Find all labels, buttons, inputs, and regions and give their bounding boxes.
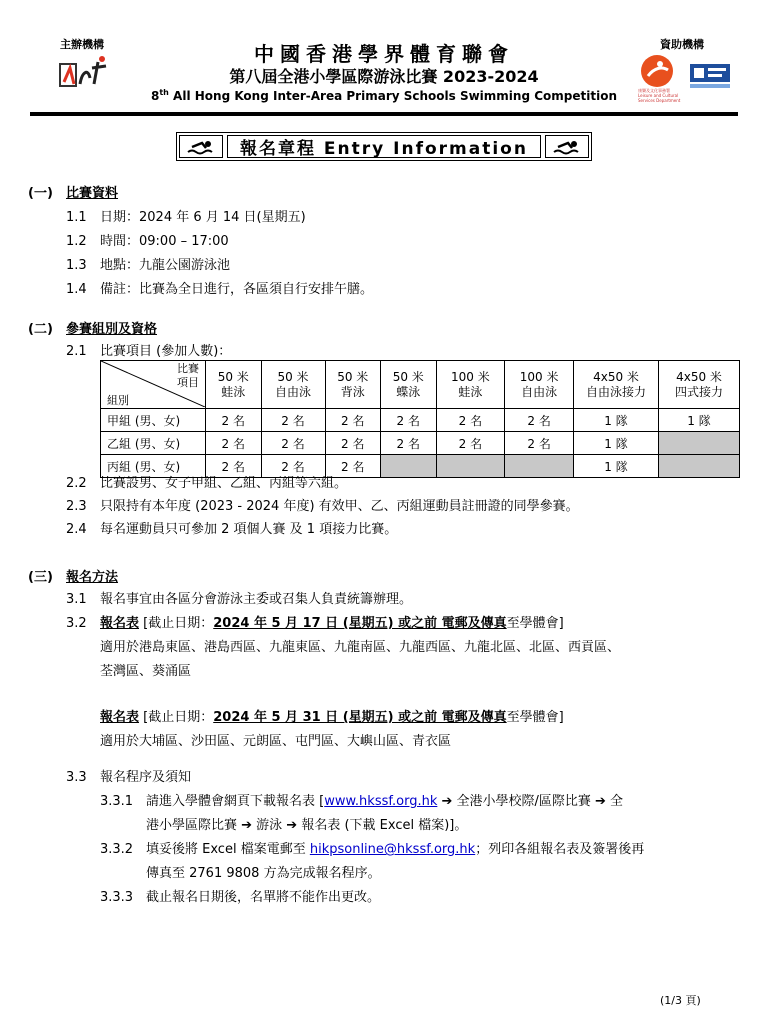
organizer-label: 主辦機構 xyxy=(60,38,104,51)
section3-num: (三) xyxy=(28,570,53,585)
table-cell-empty xyxy=(505,455,574,478)
table-cell: 2 名 xyxy=(261,432,325,455)
row-group: 甲組 (男、女) xyxy=(101,409,206,432)
col-header: 4x50 米 自由泳接力 xyxy=(574,361,659,409)
item-3-3-num: 3.3 xyxy=(66,770,87,785)
item-3-3-2-line2: 傳真至 2761 9808 方為完成報名程序。 xyxy=(146,866,381,881)
item-3-3-2-line1: 填妥後將 Excel 檔案電郵至 hikpsonline@hkssf.org.hk；列印各組報名表及簽署後再 xyxy=(146,842,645,857)
form2-deadline: 2024 年 5 月 31 日 (星期五) 或之前 電郵及傳真 xyxy=(213,710,507,725)
col-header: 100 米 蛙泳 xyxy=(436,361,505,409)
col-header: 4x50 米 四式接力 xyxy=(659,361,740,409)
item-2-1-text: 比賽項目 (參加人數)： xyxy=(100,344,232,359)
item-1-4-num: 1.4 xyxy=(66,282,87,297)
header-rule xyxy=(30,112,738,116)
page-title-event: 第八屆全港小學區際游泳比賽 2023-2024 xyxy=(229,67,539,86)
form2-label: 報名表 xyxy=(100,710,140,725)
table-row xyxy=(101,409,740,432)
table-cell: 2 名 xyxy=(261,455,325,478)
table-cell: 2 名 xyxy=(381,432,437,455)
hkssf-website-link[interactable]: www.hkssf.org.hk xyxy=(324,794,438,809)
table-cell: 2 名 xyxy=(325,455,381,478)
item-1-1-text: 日期：2024 年 6 月 14 日(星期五) xyxy=(100,210,306,225)
col-header: 50 米 背泳 xyxy=(325,361,381,409)
item-2-2-num: 2.2 xyxy=(66,476,87,491)
item-3-1-num: 3.1 xyxy=(66,592,87,607)
banner-title: 報名章程 Entry Information xyxy=(227,135,541,158)
table-cell-empty xyxy=(659,455,740,478)
table-cell: 2 名 xyxy=(206,409,262,432)
row-group: 丙組 (男、女) xyxy=(101,455,206,478)
section1-title: 比賽資料 xyxy=(66,186,119,201)
table-cell: 1 隊 xyxy=(574,455,659,478)
item-3-2-form2: 報名表 [截止日期：2024 年 5 月 31 日 (星期五) 或之前 電郵及傳真至學體會] xyxy=(100,710,564,725)
item-1-2-num: 1.2 xyxy=(66,234,87,249)
col-header: 50 米 自由泳 xyxy=(261,361,325,409)
item-2-3-text: 只限持有本年度 (2023 - 2024 年度) 有效甲、乙、丙組運動員註冊證的同學參賽。 xyxy=(100,499,579,514)
form2-districts: 適用於大埔區、沙田區、元朗區、屯門區、大嶼山區、青衣區 xyxy=(100,734,452,749)
table-cell: 2 名 xyxy=(381,409,437,432)
corner-bottom: 組別 xyxy=(107,394,129,407)
table-row xyxy=(101,455,740,478)
table-cell: 1 隊 xyxy=(574,432,659,455)
table-cell: 2 名 xyxy=(206,432,262,455)
entry-info-banner xyxy=(176,132,592,161)
form1-label: 報名表 xyxy=(100,616,140,631)
section1-num: (一) xyxy=(28,186,53,201)
table-cell: 2 名 xyxy=(505,409,574,432)
item-1-2-text: 時間：09:00 – 17:00 xyxy=(100,234,229,249)
table-cell: 2 名 xyxy=(325,432,381,455)
table-cell: 1 隊 xyxy=(659,409,740,432)
table-cell-empty xyxy=(381,455,437,478)
item-3-3-3-text: 截止報名日期後，名單將不能作出更改。 xyxy=(146,890,381,905)
district-logo xyxy=(688,58,732,92)
table-header-row xyxy=(101,361,740,409)
page-number: (1/3 頁) xyxy=(660,994,701,1007)
table-cell-empty xyxy=(659,432,740,455)
item-3-3-2-num: 3.3.2 xyxy=(100,842,134,857)
swimmer-icon-right xyxy=(545,135,589,158)
table-cell: 2 名 xyxy=(325,409,381,432)
col-header: 50 米 蝶泳 xyxy=(381,361,437,409)
item-3-1-text: 報名事宜由各區分會游泳主委或召集人負責統籌辦理。 xyxy=(100,592,413,607)
item-2-4-num: 2.4 xyxy=(66,522,87,537)
item-1-3-text: 地點：九龍公園游泳池 xyxy=(100,258,231,273)
table-corner-cell xyxy=(101,361,206,409)
item-3-3-1-line2: 港小學區際比賽 ➔ 游泳 ➔ 報名表 (下載 Excel 檔案)]。 xyxy=(146,818,468,833)
item-2-4-text: 每名運動員只可參加 2 項個人賽 及 1 項接力比賽。 xyxy=(100,522,398,537)
page-title-english: 8th All Hong Kong Inter-Area Primary Schools Swimming Competition xyxy=(150,88,617,103)
item-3-3-1-line1: 請進入學體會網頁下載報名表 [www.hkssf.org.hk ➔ 全港小學校際/區際比賽 ➔ 全 xyxy=(146,794,624,809)
email-link[interactable]: hikpsonline@hkssf.org.hk xyxy=(309,842,476,857)
table-row xyxy=(101,432,740,455)
lcsd-logo xyxy=(640,54,676,90)
corner-top-2: 項目 xyxy=(177,376,199,389)
table-cell: 2 名 xyxy=(505,432,574,455)
section2-num: (二) xyxy=(28,322,53,337)
item-1-3-num: 1.3 xyxy=(66,258,87,273)
sponsor-label: 資助機構 xyxy=(660,38,704,51)
table-cell: 2 名 xyxy=(436,432,505,455)
swimmer-icon-left xyxy=(179,135,223,158)
row-group: 乙組 (男、女) xyxy=(101,432,206,455)
item-3-3-text: 報名程序及須知 xyxy=(100,770,192,785)
form1-deadline: 2024 年 5 月 17 日 (星期五) 或之前 電郵及傳真 xyxy=(213,616,507,631)
item-3-2-num: 3.2 xyxy=(66,616,87,631)
item-2-2-text: 比賽設男、女子甲組、乙組、丙組等六組。 xyxy=(100,476,348,491)
form1-districts-1: 適用於港島東區、港島西區、九龍東區、九龍南區、九龍西區、九龍北區、北區、西貢區、 xyxy=(100,640,621,655)
table-cell: 1 隊 xyxy=(574,409,659,432)
item-3-3-3-num: 3.3.3 xyxy=(100,890,134,905)
table-cell-empty xyxy=(436,455,505,478)
item-2-1-num: 2.1 xyxy=(66,344,87,359)
lcsd-text: 康樂及文化事務署 Leisure and Cultural Services Department xyxy=(638,88,681,103)
page-title-org: 中國香港學界體育聯會 xyxy=(254,42,514,66)
section2-title: 參賽組別及資格 xyxy=(66,322,158,337)
item-1-4-text: 備註：比賽為全日進行，各區須自行安排午膳。 xyxy=(100,282,374,297)
col-header: 100 米 自由泳 xyxy=(505,361,574,409)
corner-top-1: 比賽 xyxy=(177,362,199,375)
item-3-2-form1: 報名表 [截止日期：2024 年 5 月 17 日 (星期五) 或之前 電郵及傳真至學體會] xyxy=(100,616,564,631)
item-2-3-num: 2.3 xyxy=(66,499,87,514)
col-header: 50 米 蛙泳 xyxy=(206,361,262,409)
table-cell: 2 名 xyxy=(206,455,262,478)
form1-districts-2: 荃灣區、葵涌區 xyxy=(100,664,192,679)
item-1-1-num: 1.1 xyxy=(66,210,87,225)
table-cell: 2 名 xyxy=(261,409,325,432)
item-3-3-1-num: 3.3.1 xyxy=(100,794,134,809)
table-cell: 2 名 xyxy=(436,409,505,432)
section3-title: 報名方法 xyxy=(66,570,119,585)
events-table xyxy=(100,360,740,478)
